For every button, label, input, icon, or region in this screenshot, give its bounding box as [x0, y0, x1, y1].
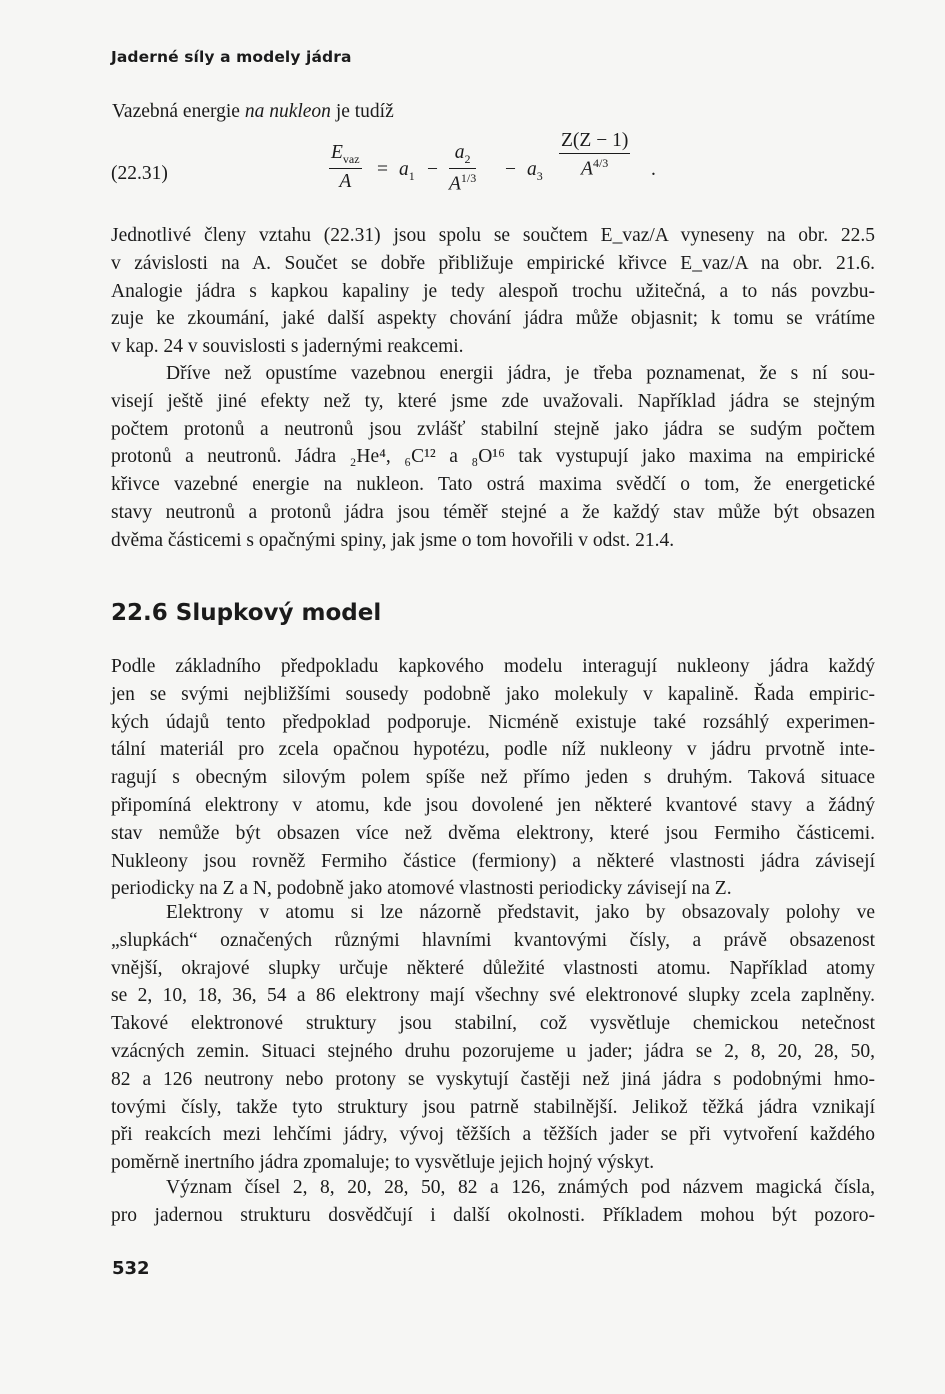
text-line: při reakcích mezi lehčími jádry, vývoj těžších a těžších jader se při vytvoření každého — [111, 1124, 875, 1146]
text-line: Analogie jádra s kapkou kapaliny je tedy alespoň trochu užitečná, a to nás povzbu- — [111, 280, 875, 302]
text-line: vnější, okrajové slupky určuje některé důležité vlastnosti atomu. Například atomy — [111, 957, 875, 979]
equation-period: . — [651, 159, 656, 180]
text-line: dvěma částicemi s opačnými spiny, jak jsme o tom hovořili v odst. 21.4. — [111, 529, 675, 551]
text-line: počtem protonů a neutronů jsou zvlášť stabilní stejně jako jádra se sudým počtem — [111, 418, 875, 440]
text-line: Nukleony jsou rovněž Fermiho částice (fermiony) a některé vlastnosti jádra závisejí — [111, 850, 875, 872]
text-line: Takové elektronové struktury jsou stabilní, což vysvětluje chemickou netečnost — [111, 1013, 875, 1035]
text-line: zuje ke zkoumání, jaké další aspekty chování jádra může objasnit; k tomu se vrátíme — [111, 308, 875, 330]
minus-sign: − — [505, 159, 516, 180]
paragraph-4 — [111, 899, 875, 1177]
text-line: Dříve než opustíme vazebnou energii jádra, je třeba poznamenat, že s ní sou- — [166, 363, 875, 384]
text-line: stav nemůže být obsazen více než dvěma elektrony, které jsou Fermiho částicemi. — [111, 822, 875, 844]
binding-energy-per-nucleon-fraction: $E_{vaz}$ A — [331, 142, 360, 192]
text-line: kých údajů tento předpoklad podporuje. Nicméně existuje také rozsáhlý experimen- — [111, 711, 875, 733]
intro-sentence: Vazebná energie na nukleon je tudíž — [112, 101, 394, 122]
equals-sign: = — [377, 159, 388, 180]
paragraph-5 — [111, 1174, 875, 1230]
minus-sign: − — [427, 159, 438, 180]
running-head: Jaderné síly a modely jádra — [111, 48, 352, 66]
text-line: připomíná elektrony v atomu, kde jsou dovolené jen některé kvantové stavy a žádný — [111, 794, 875, 816]
text-line: Význam čísel 2, 8, 20, 28, 50, 82 a 126, známých pod názvem magická čísla, — [166, 1177, 875, 1198]
text-line: Elektrony v atomu si lze názorně představit, jako by obsazovaly polohy ve — [166, 902, 875, 923]
equation-label: (22.31) — [111, 163, 168, 184]
coulomb-coefficient: $a_3$ — [527, 159, 543, 183]
text-line: visejí ještě jiné efekty než ty, které jsme zde uvažovali. Například jádra se stejným — [111, 390, 875, 412]
text-line: se 2, 10, 18, 36, 54 a 86 elektrony mají všechny své elektronové slupky zcela zaplněny. — [111, 985, 875, 1007]
text-line: stavy neutronů a protonů jádra jsou téměř stejné a že každý stav může být obsazen — [111, 501, 875, 523]
text-line: tální materiál pro zcela opačnou hypotézu, podle níž nukleony v jádru prvotně inte- — [111, 739, 875, 761]
page-number: 532 — [112, 1258, 150, 1279]
text-line: Jednotlivé členy vztahu (22.31) jsou spolu se součtem E_vaz/A vyneseny na obr. 22.5 — [111, 225, 875, 246]
paragraph-2 — [111, 360, 875, 555]
text-line: 82 a 126 neutrony nebo protony se vyskytují častěji než jiná jádra s podobnými hmo- — [111, 1068, 875, 1090]
text-line: pro jadernou strukturu dosvědčují i další okolnosti. Příkladem mohou být pozoro- — [111, 1204, 875, 1226]
equation-22-31 — [329, 128, 689, 208]
volume-term: $a_1$ — [399, 159, 415, 183]
text-line: tovými čísly, takže tyto struktury jsou patrně stabilnější. Jelikož těžká jádra vznikají — [111, 1096, 875, 1118]
text-line: periodicky na Z a N, podobně jako atomové vlastnosti periodicky závisejí na Z. — [111, 878, 732, 900]
text-line: v kap. 24 v souvislosti s jadernými reakcemi. — [111, 336, 464, 358]
text-line: v závislosti na A. Součet se dobře přibližuje empirické křivce E_vaz/A na obr. 21.6. — [111, 252, 875, 274]
text-line: Podle základního předpokladu kapkového modelu interagují nukleony jádra každý — [111, 656, 875, 677]
text-line: křivce vazebné energie na nukleon. Tato ostrá maxima svědčí o tom, že energetické — [111, 474, 875, 496]
text-line: poměrně inertního jádra zpomaluje; to vysvětluje jejich hojný výskyt. — [111, 1152, 655, 1174]
section-heading: 22.6 Slupkový model — [111, 600, 382, 626]
text-line: vzácných zemin. Situaci stejného druhu pozorujeme u jader; jádra se 2, 8, 20, 28, 50, — [111, 1040, 875, 1062]
surface-term-fraction: $\frac{a_2}{A^{1/3}}$ — [449, 142, 477, 195]
text-line: protonů a neutronů. Jádra ₂He⁴, ₆C¹² a ₈O¹⁶ tak vystupují jako maxima na empirické — [111, 446, 875, 468]
text-line: ragují s obecným silovým polem spíše než přímo jeden s druhým. Taková situace — [111, 767, 875, 789]
text-line: jen se svými nejbližšími sousedy podobně jako molekuly v kapalině. Řada empiric- — [111, 683, 875, 705]
coulomb-term-fraction: $\frac{Z(Z - 1)}{A^{4/3}}$ — [561, 130, 629, 180]
paragraph-1 — [111, 222, 875, 361]
paragraph-3 — [111, 653, 875, 903]
text-line: „slupkách“ označených různými hlavními kvantovými čísly, a právě obsazenost — [111, 929, 875, 951]
